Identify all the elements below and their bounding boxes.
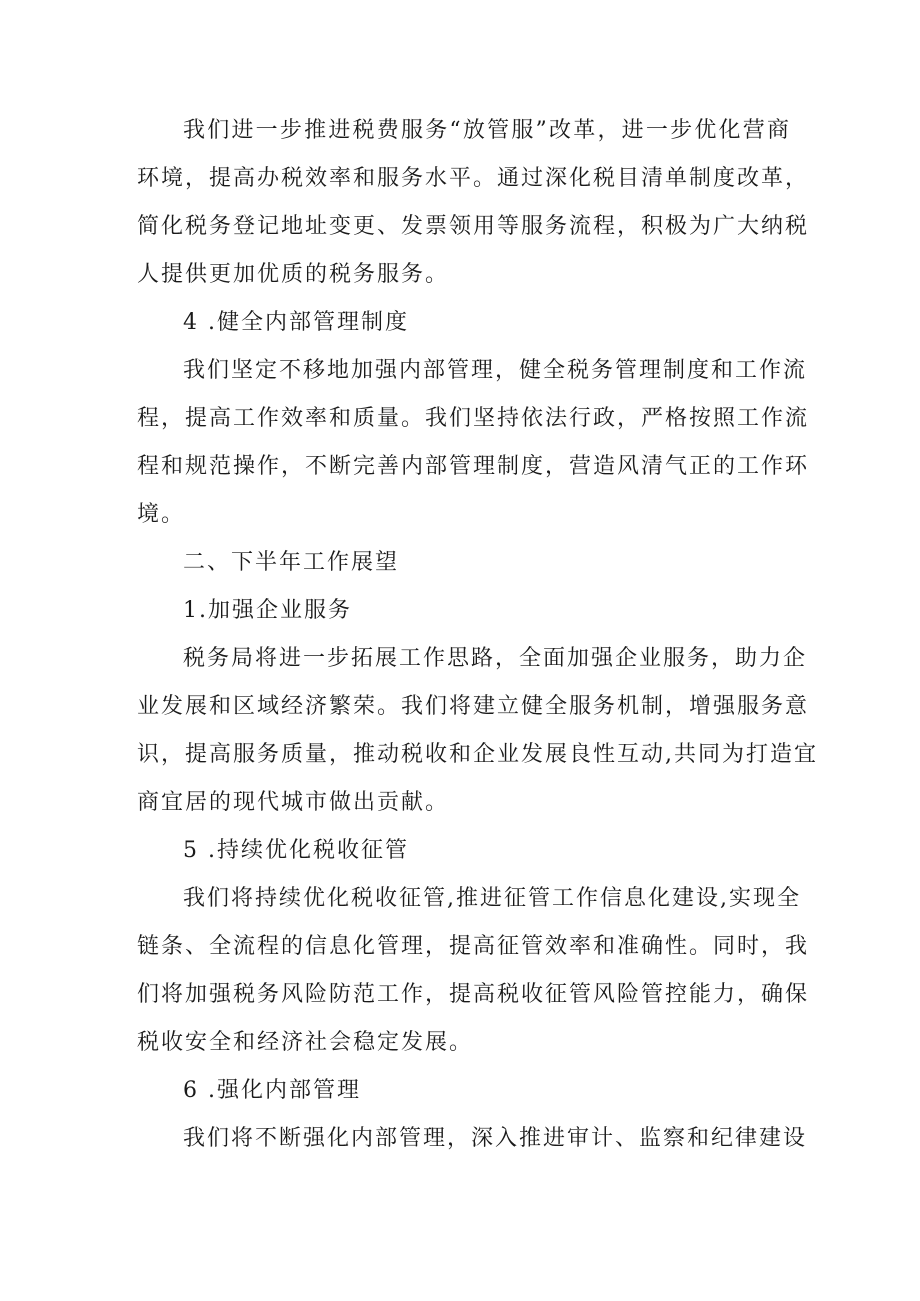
paragraph-line: 我们进一步推进税费服务“放管服”改革，进一步优化营商: [183, 118, 791, 143]
paragraph-line: 境。: [137, 502, 186, 527]
paragraph-line: 我们将持续优化税收征管,推进征管工作信息化建设,实现全: [183, 886, 801, 911]
paragraph-line: 环境，提高办税效率和服务水平。通过深化税目清单制度改革，: [137, 166, 810, 191]
paragraph-line: 我们坚定不移地加强内部管理，健全税务管理制度和工作流: [183, 358, 808, 383]
section-heading: 4 .健全内部管理制度: [183, 310, 409, 335]
paragraph-line: 业发展和区域经济繁荣。我们将建立健全服务机制，增强服务意: [137, 694, 810, 719]
section-heading: 6 .强化内部管理: [183, 1078, 361, 1103]
section-heading: 5 .持续优化税收征管: [183, 838, 409, 863]
section-heading: 二、下半年工作展望: [183, 550, 400, 575]
paragraph-line: 程，提高工作效率和质量。我们坚持依法行政，严格按照工作流: [137, 406, 810, 431]
paragraph-line: 们将加强税务风险防范工作，提高税收征管风险管控能力，确保: [137, 982, 810, 1007]
paragraph-line: 链条、全流程的信息化管理，提高征管效率和准确性。同时，我: [137, 934, 810, 959]
paragraph-line: 我们将不断强化内部管理，深入推进审计、监察和纪律建设: [183, 1126, 808, 1151]
paragraph-line: 商宜居的现代城市做出贡献。: [137, 790, 450, 815]
paragraph-line: 税收安全和经济社会稳定发展。: [137, 1030, 474, 1055]
paragraph-line: 简化税务登记地址变更、发票领用等服务流程，积极为广大纳税: [137, 214, 810, 239]
section-heading: 1.加强企业服务: [183, 598, 352, 623]
paragraph-line: 识，提高服务质量，推动税收和企业发展良性互动,共同为打造宜: [137, 742, 818, 767]
paragraph-line: 程和规范操作，不断完善内部管理制度，营造风清气正的工作环: [137, 454, 810, 479]
paragraph-line: 人提供更加优质的税务服务。: [137, 262, 450, 287]
paragraph-line: 税务局将进一步拓展工作思路，全面加强企业服务，助力企: [183, 646, 808, 671]
